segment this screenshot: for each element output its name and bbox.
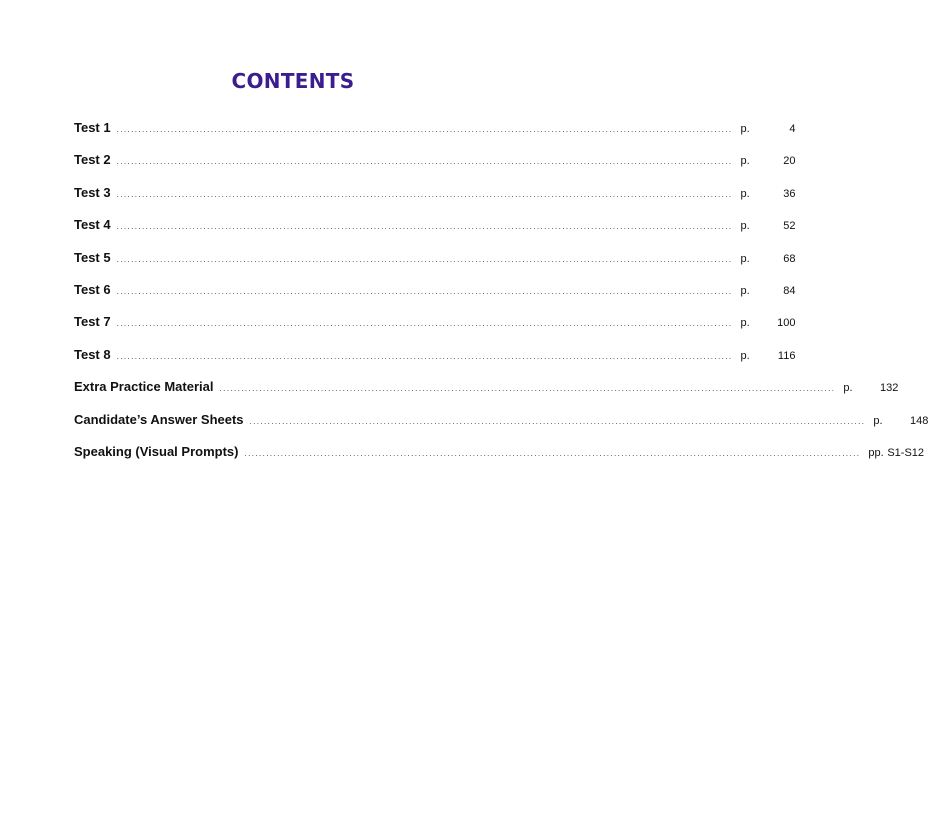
toc-entry-test-2 [74, 152, 796, 184]
toc-entry-label: Test 8 [74, 346, 111, 362]
page-prefix: p. [740, 220, 750, 233]
page-prefix: p. [843, 382, 853, 395]
toc-entry-label: Extra Practice Material [74, 379, 214, 395]
page-number: 36 [783, 187, 796, 200]
page-prefix: p. [873, 414, 883, 427]
dot-leader: .......................................................................................................................................................................... [244, 448, 861, 458]
toc-entry-answer-sheets [74, 411, 929, 444]
page-prefix: p. [740, 187, 750, 200]
toc-entry-label: Candidate’s Answer Sheets [74, 411, 244, 427]
dot-leader: .......................................................................................................................................................................... [249, 416, 866, 426]
page-prefix: p. [740, 123, 750, 135]
page-prefix: p. [740, 252, 750, 265]
page-number: 4 [789, 123, 796, 135]
dot-leader: .......................................................................................................................................................................... [116, 286, 733, 296]
page-number: 84 [783, 284, 796, 297]
toc-entry-label: Test 7 [74, 314, 111, 330]
page-prefix: p. [740, 349, 750, 362]
table-of-contents [74, 120, 929, 476]
dot-leader: .......................................................................................................................................................................... [219, 384, 836, 394]
toc-entry-test-4 [74, 217, 796, 249]
dot-leader: .......................................................................................................................................................................... [116, 157, 733, 167]
dot-leader: .......................................................................................................................................................................... [116, 222, 733, 232]
page-number: 100 [777, 317, 796, 330]
toc-entry-test-7 [74, 314, 796, 346]
toc-entry-label: Test 1 [74, 120, 111, 135]
page-number: 52 [783, 220, 796, 233]
toc-entry-test-6 [74, 281, 796, 314]
toc-entry-label: Test 4 [74, 217, 111, 233]
dot-leader: .......................................................................................................................................................................... [116, 319, 733, 329]
dot-leader: .......................................................................................................................................................................... [116, 125, 733, 134]
page-number: 132 [879, 382, 899, 395]
page-number: 68 [783, 252, 796, 265]
dot-leader: .......................................................................................................................................................................... [116, 351, 733, 361]
toc-entry-extra-practice-material [74, 379, 899, 411]
dot-leader: .......................................................................................................................................................................... [116, 254, 733, 264]
toc-entry-label: Test 2 [74, 152, 111, 168]
dot-leader: .......................................................................................................................................................................... [116, 189, 733, 199]
toc-entry-label: Test 3 [74, 184, 111, 200]
page-number: 148 [910, 414, 929, 427]
page-number: 20 [783, 155, 796, 168]
page-number: 116 [777, 349, 796, 362]
page-prefix: p. [740, 317, 750, 330]
toc-entry-test-8 [74, 346, 796, 379]
page-title: CONTENTS [231, 69, 355, 94]
toc-entry-speaking-visual-prompts [74, 443, 925, 476]
toc-entry-test-3 [74, 184, 796, 217]
toc-entry-test-1 [74, 120, 796, 152]
toc-entry-test-5 [74, 249, 796, 282]
toc-entry-label: Speaking (Visual Prompts) [74, 443, 239, 459]
page-prefix: pp. [868, 446, 884, 459]
page-prefix: p. [740, 284, 750, 297]
page-number: S1-S12 [887, 446, 925, 459]
page-prefix: p. [740, 155, 750, 168]
toc-entry-label: Test 5 [74, 249, 111, 265]
toc-entry-label: Test 6 [74, 281, 111, 297]
